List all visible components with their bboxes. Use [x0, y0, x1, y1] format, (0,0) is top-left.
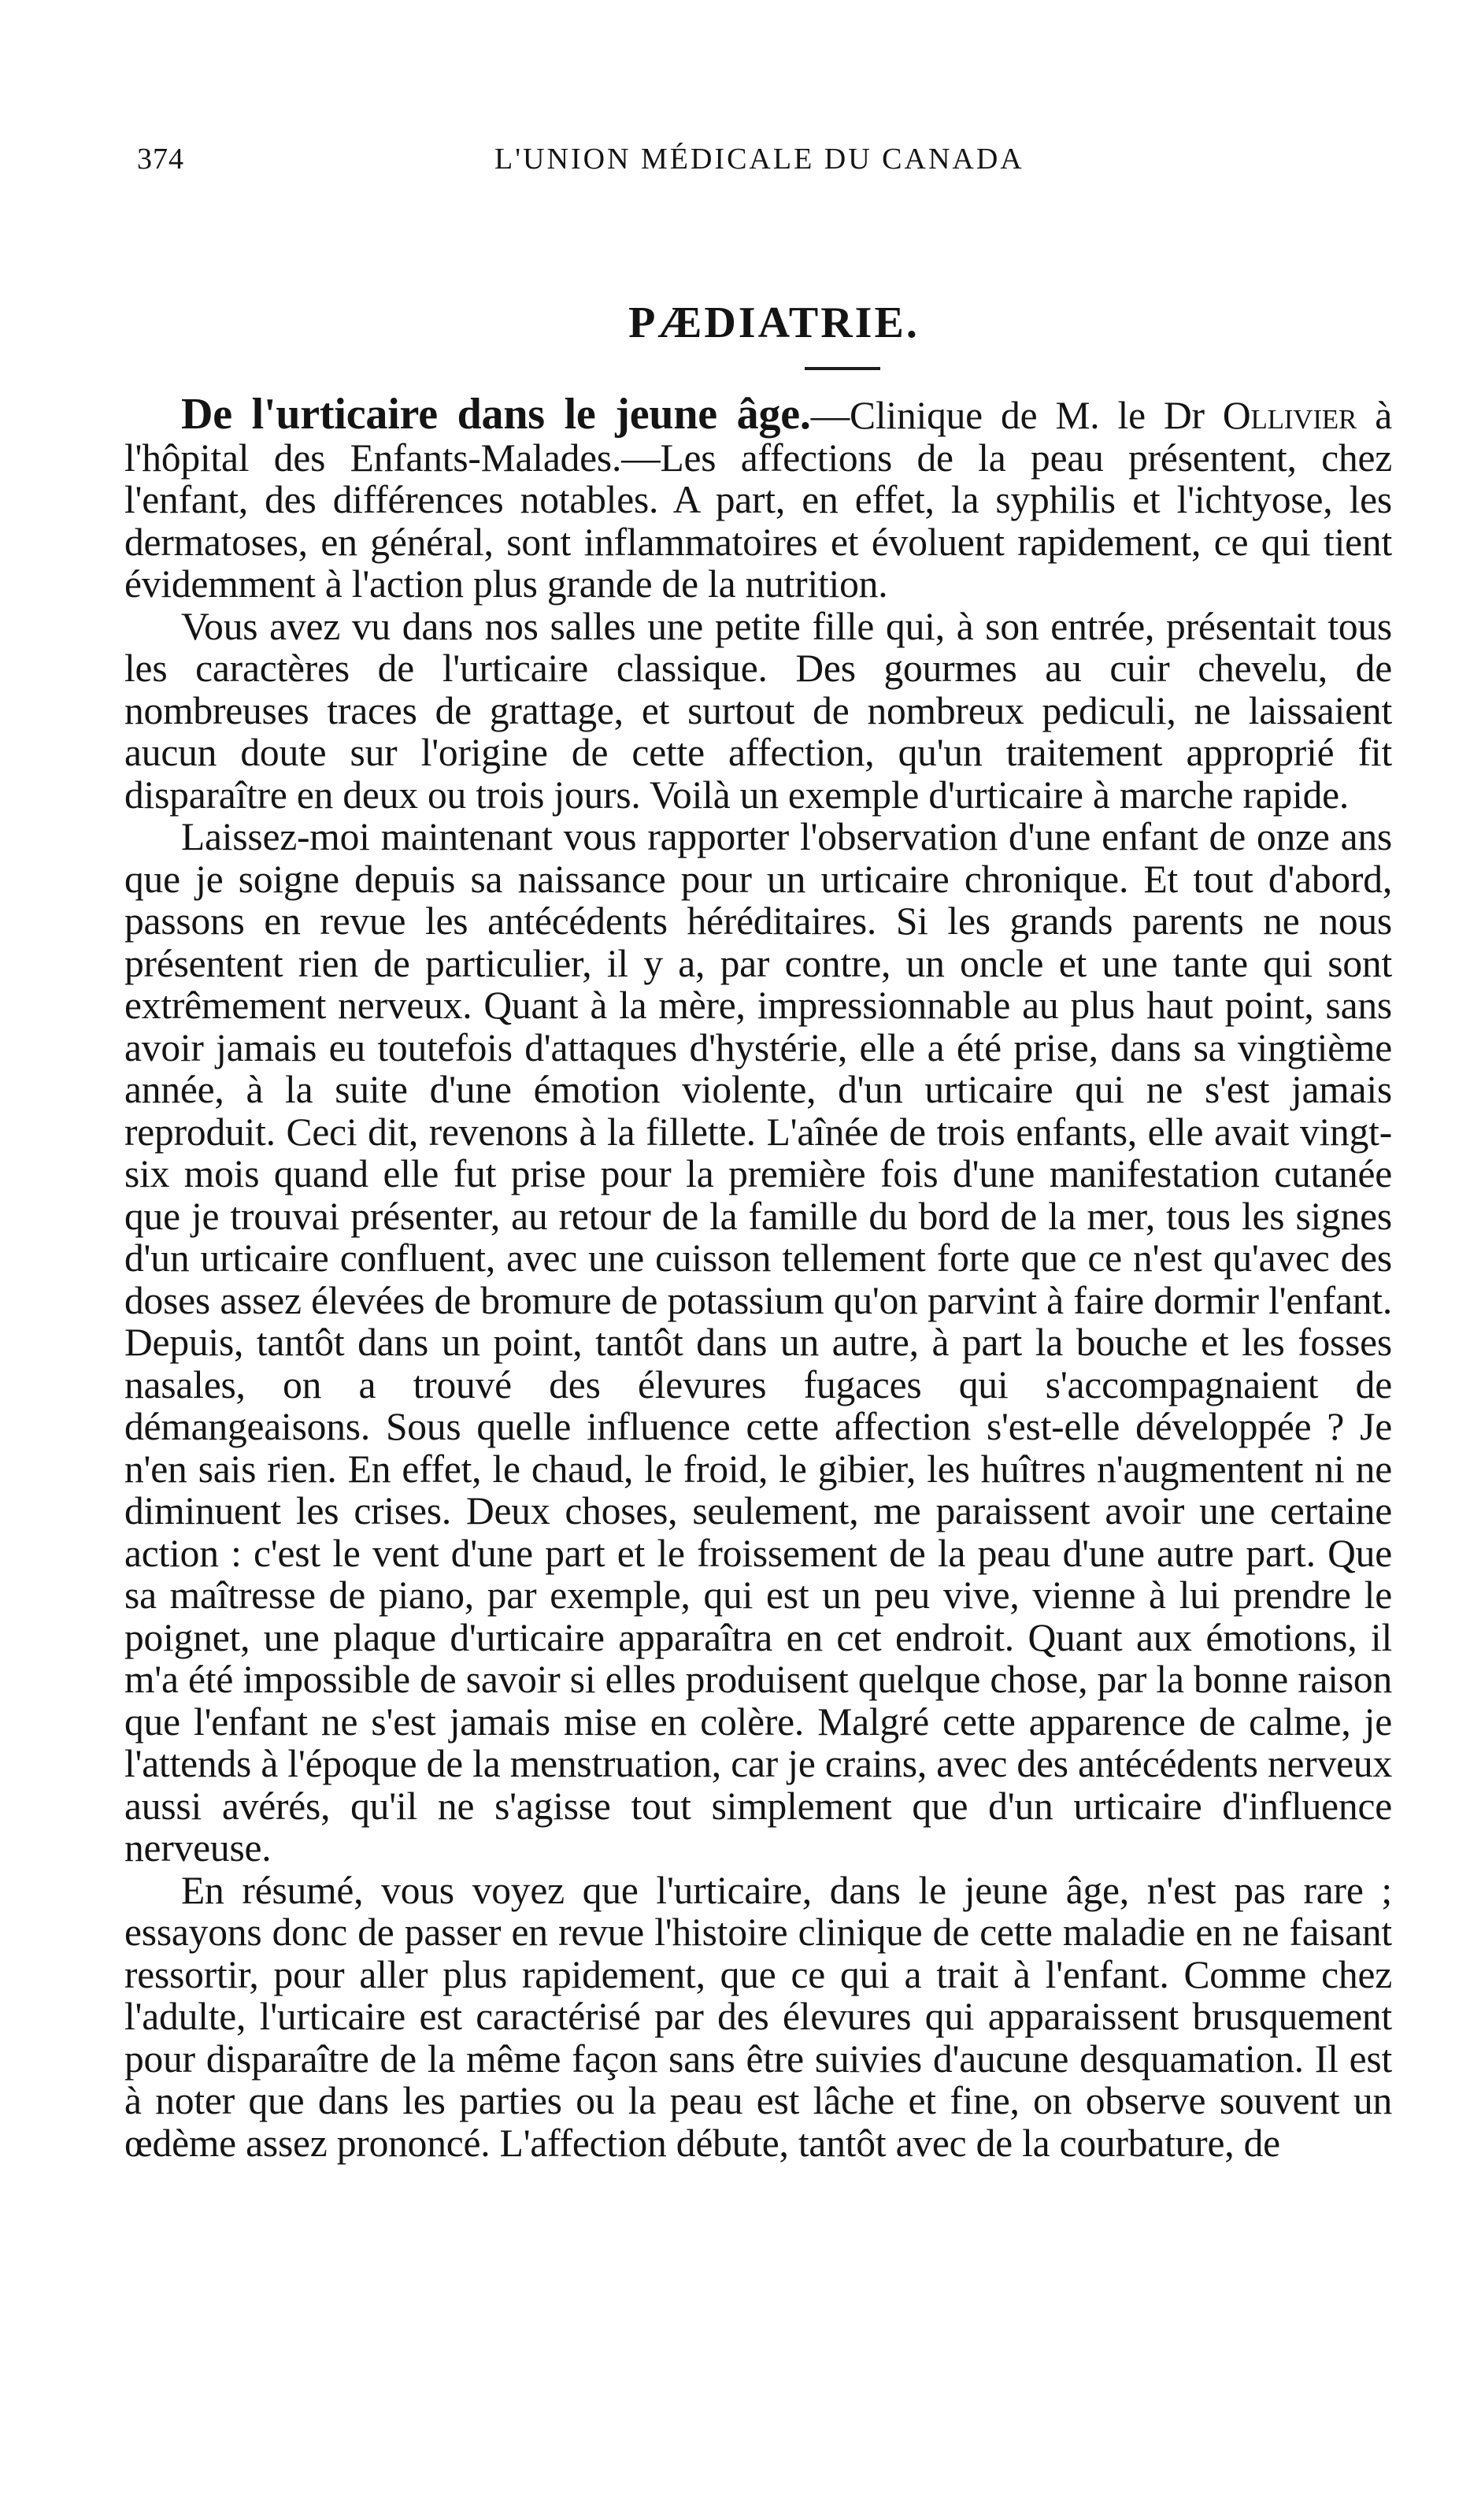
article-body	[124, 390, 1392, 2165]
section-divider	[805, 367, 880, 370]
article-paragraph-3: Laissez-moi maintenant vous rapporter l'observation d'une enfant de onze ans que je soigne depuis sa naissance pour un urticaire chronique. Et tout d'abord, passons en revue les antécédents héréditaires. Si les grands parents ne nous présentent rien de particulier, il y a, par contre, un oncle et une tante qui sont extrêmement nerveux. Quant à la mère, impressionnable au plus haut point, sans avoir jamais eu toutefois d'attaques d'hystérie, elle a été prise, dans sa vingtième année, à la suite d'une émotion violente, d'un urticaire qui ne s'est jamais reproduit. Ceci dit, revenons à la fillette. L'aînée de trois enfants, elle avait vingt-six mois quand elle fut prise pour la première fois d'une manifestation cutanée que je trouvai présenter, au retour de la famille du bord de la mer, tous les signes d'un urticaire confluent, avec une cuisson tellement forte que ce n'est qu'avec des doses assez élevées de bromure de potassium qu'on parvint à faire dormir l'enfant. Depuis, tantôt dans un point, tantôt dans un autre, à part la bouche et les fosses nasales, on a trouvé des élevures fugaces qui s'accompagnaient de démangeaisons. Sous quelle influence cette affection s'est-elle développée ? Je n'en sais rien. En effet, le chaud, le froid, le gibier, les huîtres n'augmentent ni ne diminuent les crises. Deux choses, seulement, me paraissent avoir une certaine action : c'est le vent d'une part et le froissement de la peau d'une autre part. Que sa maîtresse de piano, par exemple, qui est un peu vive, vienne à lui prendre le poignet, une plaque d'urticaire apparaîtra en cet endroit. Quant aux émotions, il m'a été impossible de savoir si elles produisent quelque chose, par la bonne raison que l'enfant ne s'est jamais mise en colère. Malgré cette apparence de calme, je l'attends à l'époque de la menstruation, car je crains, avec des antécédents nerveux aussi avérés, qu'il ne s'agisse tout simplement que d'un urticaire d'influence nerveuse.	[124, 815, 1392, 1870]
journal-page	[124, 142, 1392, 2164]
section-title: PÆDIATRIE.	[628, 298, 920, 347]
running-head	[124, 142, 1392, 197]
paragraph-text: à l'hôpital des Enfants-Malades.—Les affections de la peau présentent, chez l'enfant, des différences notables. A part, en effet, la syphilis et l'ichtyose, les dermatoses, en général, sont inflammatoires et évoluent rapidement, ce qui tient évidemment à l'action plus grande de la nutrition.	[124, 394, 1392, 606]
article-heading-rest: —Clinique de M. le Dr	[810, 394, 1223, 437]
page-number: 374	[137, 143, 184, 176]
author-name: Ollivier	[1222, 394, 1357, 437]
article-paragraph-2: Vous avez vu dans nos salles une petite fille qui, à son entrée, présentait tous les caractères de l'urticaire classique. Des gourmes au cuir chevelu, de nombreuses traces de grattage, et surtout de nombreux pediculi, ne laissaient aucun doute sur l'origine de cette affection, qu'un traitement approprié fit disparaître en deux ou trois jours. Voilà un exemple d'urticaire à marche rapide.	[124, 604, 1392, 817]
journal-title: L'UNION MÉDICALE DU CANADA	[494, 143, 1024, 176]
article-heading: De l'urticaire dans le jeune âge.	[181, 390, 811, 439]
article-paragraph-4: En résumé, vous voyez que l'urticaire, dans le jeune âge, n'est pas rare ; essayons donc de passer en revue l'histoire clinique de cette maladie en ne faisant ressortir, pour aller plus rapidement, que ce qui a trait à l'enfant. Comme chez l'adulte, l'urticaire est caractérisé par des élevures qui apparaissent brusquement pour disparaître de la même façon sans être suivies d'aucune desquamation. Il est à noter que dans les parties ou la peau est lâche et fine, on observe souvent un œdème assez prononcé. L'affection débute, tantôt avec de la courbature, de	[124, 1868, 1392, 2165]
article-paragraph-1	[124, 390, 1392, 606]
